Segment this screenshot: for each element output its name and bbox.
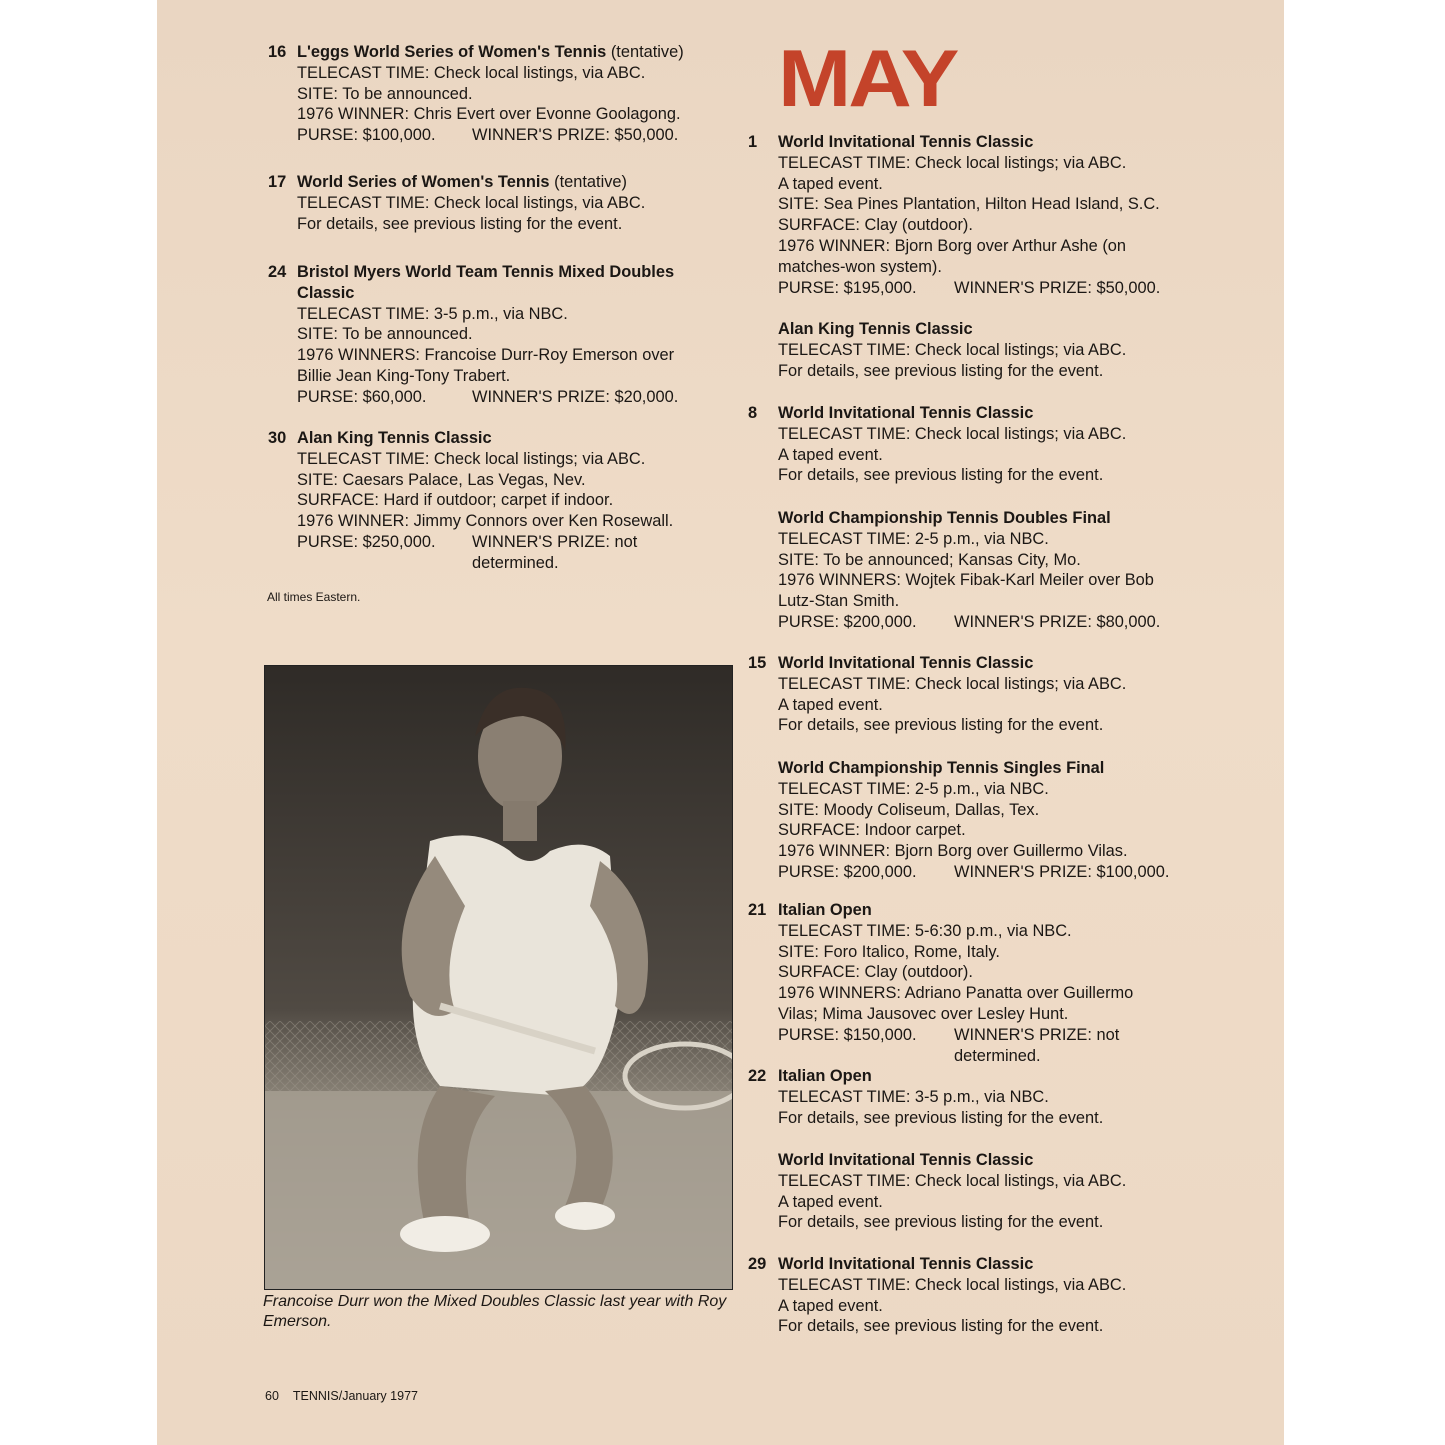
listing-detail-line: 1976 WINNER: Bjorn Borg over Guillermo Vilas.	[778, 842, 1128, 861]
listing-purse: PURSE: $250,000.	[297, 532, 436, 551]
listing-detail-line: TELECAST TIME: Check local listings, via ABC.	[297, 63, 646, 82]
listing-purse-row	[297, 387, 679, 408]
listing-detail-line: 1976 WINNERS: Francoise Durr-Roy Emerson over	[297, 346, 675, 365]
times-note: All times Eastern.	[267, 590, 361, 604]
listing-detail-line: TELECAST TIME: Check local listings, via ABC.	[778, 1275, 1127, 1294]
listing-note: (tentative)	[554, 173, 627, 191]
photo-illustration	[265, 666, 732, 1289]
listing-detail-line: 1976 WINNER: Jimmy Connors over Ken Rosewall.	[297, 512, 674, 531]
listing-detail-line: 1976 WINNER: Chris Evert over Evonne Goolagong.	[297, 105, 681, 124]
listing-entry	[748, 403, 1127, 486]
listing-purse: PURSE: $60,000.	[297, 387, 427, 406]
listing-purse: PURSE: $195,000.	[778, 278, 917, 297]
listing-title	[778, 758, 1128, 779]
listing-purse: PURSE: $200,000.	[778, 612, 917, 631]
listing-title-text: Bristol Myers World Team Tennis Mixed Doubles	[297, 263, 675, 281]
listing-detail-line: TELECAST TIME: 3-5 p.m., via NBC.	[297, 304, 568, 323]
listing-title	[778, 653, 1126, 674]
publication-line: TENNIS/January 1977	[292, 1389, 418, 1403]
listing-day: 15	[748, 654, 767, 672]
listing-title	[778, 132, 1160, 153]
listing-detail-line: A taped event.	[778, 1296, 883, 1315]
listing-title-text: World Invitational Tennis Classic	[778, 654, 1034, 672]
listing-detail-line: SURFACE: Clay (outdoor).	[778, 216, 973, 235]
listing-title	[778, 319, 1126, 340]
listing-title	[297, 42, 684, 63]
listing-detail-line: TELECAST TIME: 3-5 p.m., via NBC.	[778, 1087, 1049, 1106]
listing-entry	[748, 132, 1161, 298]
listing-detail-line: 1976 WINNERS: Wojtek Fibak-Karl Meiler over Bob	[778, 571, 1154, 590]
listing-entry	[268, 42, 684, 146]
listing-entry	[268, 428, 674, 574]
listing-winner-prize: WINNER'S PRIZE: not	[954, 1025, 1120, 1044]
listing-title	[778, 1254, 1126, 1275]
listing-note: (tentative)	[610, 43, 684, 61]
listing-entry	[748, 1066, 1104, 1128]
listing-detail-line: A taped event.	[778, 695, 883, 714]
listing-title-text: World Championship Tennis Doubles Final	[778, 509, 1111, 527]
listing-purse-row	[778, 612, 1161, 633]
listing-day: 1	[748, 133, 758, 151]
listing-detail-line: A taped event.	[778, 445, 883, 464]
listing-day: 29	[748, 1255, 767, 1273]
listing-title-text: Italian Open	[778, 901, 872, 919]
listing-winner-prize: WINNER'S PRIZE: not	[472, 532, 638, 551]
listing-detail-line: TELECAST TIME: 2-5 p.m., via NBC.	[778, 779, 1049, 798]
listing-entry	[268, 262, 679, 408]
listing-title-text: Italian Open	[778, 1067, 872, 1085]
listing-entry	[778, 319, 1126, 381]
listing-title-text: World Invitational Tennis Classic	[778, 404, 1034, 422]
listing-title	[778, 403, 1126, 424]
listing-purse-row	[297, 532, 673, 553]
listing-detail-line: A taped event.	[778, 174, 883, 193]
listing-title	[778, 508, 1154, 529]
photo-caption: Francoise Durr won the Mixed Doubles Classic last year with Roy Emerson.	[263, 1293, 727, 1330]
listing-winner-prize-continued: determined.	[954, 1046, 1041, 1065]
listing-purse-row	[778, 278, 1160, 299]
listing-title	[778, 1066, 1103, 1087]
listing-entry	[748, 1254, 1127, 1337]
listing-entry	[748, 900, 1134, 1066]
listing-purse-row	[778, 862, 1170, 883]
listing-detail-line: 1976 WINNERS: Adriano Panatta over Guillermo	[778, 984, 1134, 1003]
listing-detail-line: For details, see previous listing for the event.	[778, 716, 1104, 735]
listing-title	[778, 1150, 1126, 1171]
listing-title-text: World Invitational Tennis Classic	[778, 1151, 1034, 1169]
listing-detail-line: A taped event.	[778, 1192, 883, 1211]
listing-detail-line: TELECAST TIME: Check local listings; via ABC.	[778, 424, 1127, 443]
tennis-player-photo	[264, 665, 733, 1290]
listing-winner-prize: WINNER'S PRIZE: $80,000.	[954, 612, 1161, 631]
page-number: 60	[265, 1389, 279, 1403]
listing-title-text: World Invitational Tennis Classic	[778, 1255, 1034, 1273]
listing-day: 8	[748, 404, 758, 422]
listing-purse: PURSE: $200,000.	[778, 862, 917, 881]
listing-detail-line: TELECAST TIME: Check local listings; via ABC.	[778, 153, 1127, 172]
listing-detail-line: matches-won system).	[778, 257, 942, 276]
listing-detail-line: TELECAST TIME: Check local listings; via ABC.	[778, 674, 1127, 693]
listing-title-text: World Championship Tennis Singles Final	[778, 759, 1105, 777]
listing-title-text: World Invitational Tennis Classic	[778, 133, 1034, 151]
listing-detail-line: SITE: Moody Coliseum, Dallas, Tex.	[778, 800, 1040, 819]
listing-day: 24	[268, 263, 287, 281]
listing-day: 21	[748, 901, 767, 919]
listing-detail-line: Billie Jean King-Tony Trabert.	[297, 366, 511, 385]
listing-detail-line: For details, see previous listing for the event.	[778, 361, 1104, 380]
listing-entry	[778, 758, 1170, 883]
listing-detail-line: SITE: To be announced; Kansas City, Mo.	[778, 550, 1081, 569]
listing-detail-line: Vilas; Mima Jausovec over Lesley Hunt.	[778, 1004, 1069, 1023]
listing-title	[297, 172, 645, 193]
listing-day: 22	[748, 1067, 767, 1085]
listing-purse: PURSE: $150,000.	[778, 1025, 917, 1044]
listing-title-continued: Classic	[297, 283, 355, 302]
listing-winner-prize: WINNER'S PRIZE: $50,000.	[954, 278, 1161, 297]
listing-entry	[268, 172, 646, 234]
listing-purse-row	[297, 125, 684, 146]
listing-detail-line: SITE: Sea Pines Plantation, Hilton Head Island, S.C.	[778, 195, 1160, 214]
listing-detail-line: For details, see previous listing for the event.	[778, 1108, 1104, 1127]
listing-winner-prize: WINNER'S PRIZE: $100,000.	[954, 862, 1170, 881]
listing-detail-line: For details, see previous listing for the event.	[297, 214, 623, 233]
listing-detail-line: For details, see previous listing for the event.	[778, 466, 1104, 485]
listing-detail-line: SITE: To be announced.	[297, 84, 473, 103]
listing-day: 17	[268, 173, 287, 191]
listing-detail-line: TELECAST TIME: Check local listings; via ABC.	[297, 449, 646, 468]
listing-detail-line: SURFACE: Hard if outdoor; carpet if indoor.	[297, 491, 614, 510]
listing-entry	[778, 508, 1161, 633]
listing-title	[778, 900, 1133, 921]
listing-detail-line: SITE: Caesars Palace, Las Vegas, Nev.	[297, 470, 586, 489]
listing-detail-line: TELECAST TIME: Check local listings; via ABC.	[778, 340, 1127, 359]
listing-detail-line: TELECAST TIME: 2-5 p.m., via NBC.	[778, 529, 1049, 548]
listing-entry	[748, 653, 1127, 736]
listing-title-text: Alan King Tennis Classic	[778, 320, 973, 338]
page-footer	[265, 1389, 432, 1403]
listing-detail-line: 1976 WINNER: Bjorn Borg over Arthur Ashe (on	[778, 236, 1127, 255]
listing-detail-line: SURFACE: Indoor carpet.	[778, 821, 966, 840]
listing-entry	[778, 1150, 1126, 1233]
listing-title	[297, 262, 674, 283]
listing-detail-line: TELECAST TIME: Check local listings, via ABC.	[297, 193, 646, 212]
listing-day: 16	[268, 43, 287, 61]
listing-purse: PURSE: $100,000.	[297, 126, 436, 145]
listing-title-text: L'eggs World Series of Women's Tennis	[297, 43, 607, 61]
listing-winner-prize: WINNER'S PRIZE: $50,000.	[472, 126, 679, 145]
listing-detail-line: For details, see previous listing for the event.	[778, 1213, 1104, 1232]
listing-title-text: Alan King Tennis Classic	[297, 429, 492, 447]
listing-detail-line: SITE: Foro Italico, Rome, Italy.	[778, 942, 1000, 961]
listing-winner-prize-continued: determined.	[472, 553, 559, 572]
listing-detail-line: SITE: To be announced.	[297, 325, 473, 344]
listing-title-text: World Series of Women's Tennis	[297, 173, 550, 191]
listing-detail-line: Lutz-Stan Smith.	[778, 592, 900, 611]
listing-title	[297, 428, 673, 449]
listing-winner-prize: WINNER'S PRIZE: $20,000.	[472, 387, 679, 406]
listing-detail-line: For details, see previous listing for the event.	[778, 1317, 1104, 1336]
listing-detail-line: SURFACE: Clay (outdoor).	[778, 963, 973, 982]
listing-detail-line: TELECAST TIME: Check local listings, via ABC.	[778, 1171, 1127, 1190]
month-heading: MAY	[778, 32, 957, 124]
listing-detail-line: TELECAST TIME: 5-6:30 p.m., via NBC.	[778, 921, 1072, 940]
listing-day: 30	[268, 429, 287, 447]
listing-purse-row	[778, 1025, 1133, 1046]
